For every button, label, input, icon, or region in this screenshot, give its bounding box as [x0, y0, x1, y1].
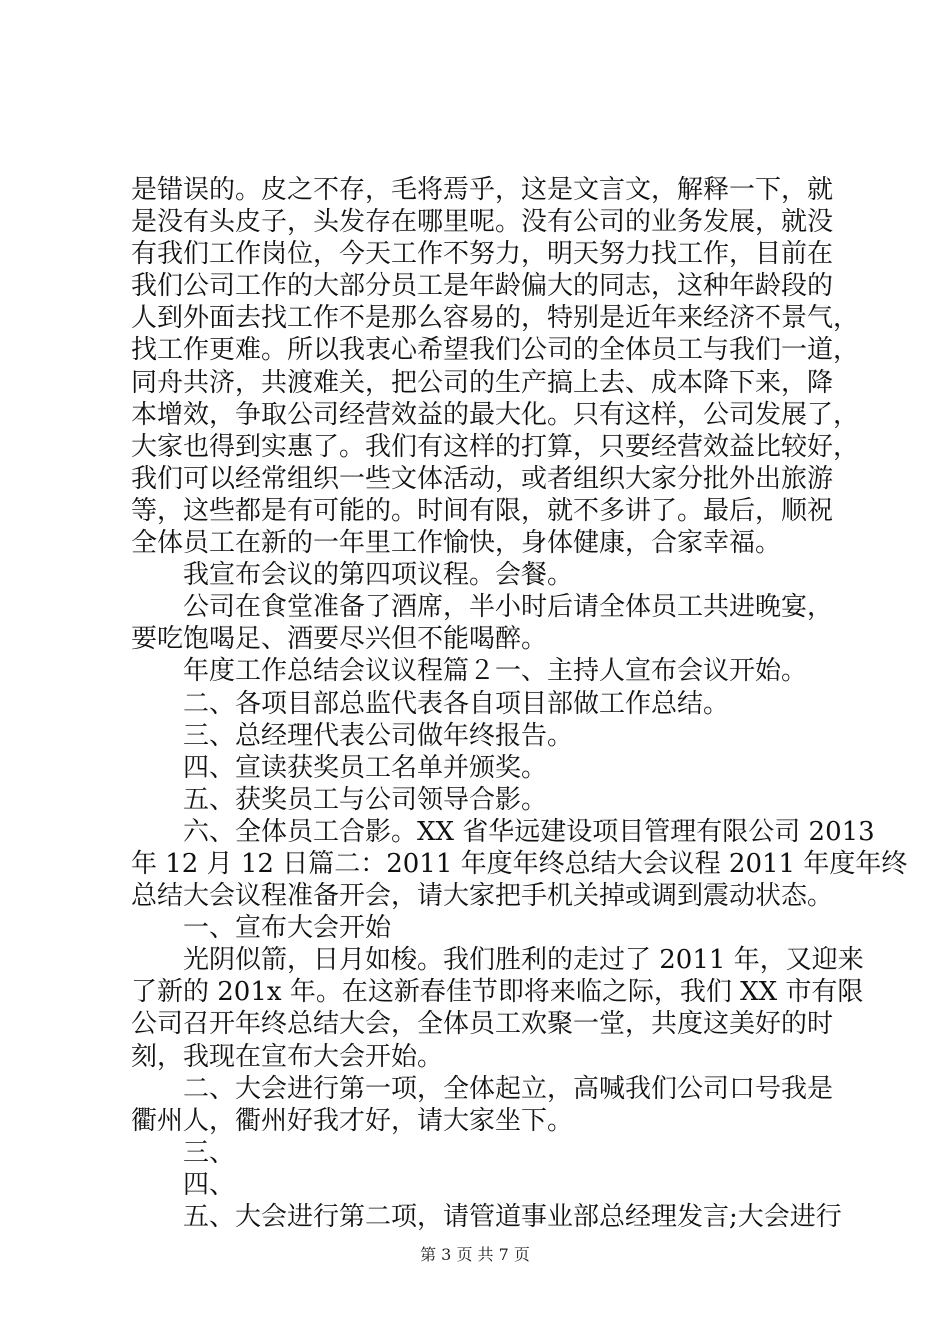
- document-body: [131, 174, 908, 1233]
- text-line: 大家也得到实惠了。我们有这样的打算，只要经营效益比较好，: [131, 431, 860, 462]
- text-line: 公司召开年终总结大会，全体员工欢聚一堂，共度这美好的时: [131, 1009, 834, 1040]
- text-line: 刻，我现在宣布大会开始。: [131, 1041, 444, 1072]
- text-line: 要吃饱喝足、酒要尽兴但不能喝醉。: [131, 624, 548, 655]
- text-line: 了新的 201x 年。在这新春佳节即将来临之际，我们 XX 市有限: [131, 977, 864, 1008]
- text-line: 光阴似箭，日月如梭。我们胜利的走过了 2011 年，又迎来: [183, 945, 864, 976]
- text-line: 总结大会议程准备开会，请大家把手机关掉或调到震动状态。: [131, 881, 834, 912]
- text-line: 四、: [183, 1169, 236, 1200]
- text-line: 我宣布会议的第四项议程。会餐。: [183, 560, 574, 591]
- text-line: 公司在食堂准备了酒席，半小时后请全体员工共进晚宴，: [183, 592, 834, 623]
- text-line: 全体员工在新的一年里工作愉快，身体健康，合家幸福。: [131, 528, 782, 559]
- text-line: 有我们工作岗位，今天工作不努力，明天努力找工作，目前在: [131, 239, 834, 270]
- text-line: 衢州人，衢州好我才好，请大家坐下。: [131, 1105, 574, 1136]
- text-line: 年度工作总结会议议程篇２一、主持人宣布会议开始。: [183, 656, 808, 687]
- text-line: 五、获奖员工与公司领导合影。: [183, 784, 548, 815]
- text-line: 我们可以经常组织一些文体活动，或者组织大家分批外出旅游: [131, 463, 834, 494]
- text-line: 本增效，争取公司经营效益的最大化。只有这样，公司发展了，: [131, 399, 860, 430]
- text-line: 找工作更难。所以我衷心希望我们公司的全体员工与我们一道，: [131, 335, 860, 366]
- text-line: 三、总经理代表公司做年终报告。: [183, 720, 574, 751]
- text-line: 同舟共济，共渡难关，把公司的生产搞上去、成本降下来，降: [131, 367, 834, 398]
- text-line: 一、宣布大会开始: [183, 913, 392, 944]
- text-line: 年 12 月 12 日篇二：2011 年度年终总结大会议程 2011 年度年终: [131, 848, 908, 879]
- text-line: 四、宣读获奖员工名单并颁奖。: [183, 752, 548, 783]
- text-line: 是没有头皮子，头发存在哪里呢。没有公司的业务发展，就没: [131, 207, 834, 238]
- text-line: 我们公司工作的大部分员工是年龄偏大的同志，这种年龄段的: [131, 271, 834, 302]
- text-line: 是错误的。皮之不存，毛将焉乎，这是文言文，解释一下，就: [131, 175, 834, 205]
- text-line: 六、全体员工合影。XX 省华远建设项目管理有限公司 2013: [183, 816, 875, 847]
- text-line: 二、大会进行第一项，全体起立，高喊我们公司口号我是: [183, 1073, 834, 1104]
- text-line: 三、: [183, 1137, 236, 1168]
- text-line: 人到外面去找工作不是那么容易的，特别是近年来经济不景气，: [131, 303, 860, 334]
- text-line: 二、各项目部总监代表各自项目部做工作总结。: [183, 688, 730, 719]
- text-line: 五、大会进行第二项，请管道事业部总经理发言;大会进行: [183, 1202, 842, 1232]
- text-line: 等，这些都是有可能的。时间有限，就不多讲了。最后，顺祝: [131, 495, 834, 526]
- page-footer: 第 3 页 共 7 页: [420, 1245, 530, 1264]
